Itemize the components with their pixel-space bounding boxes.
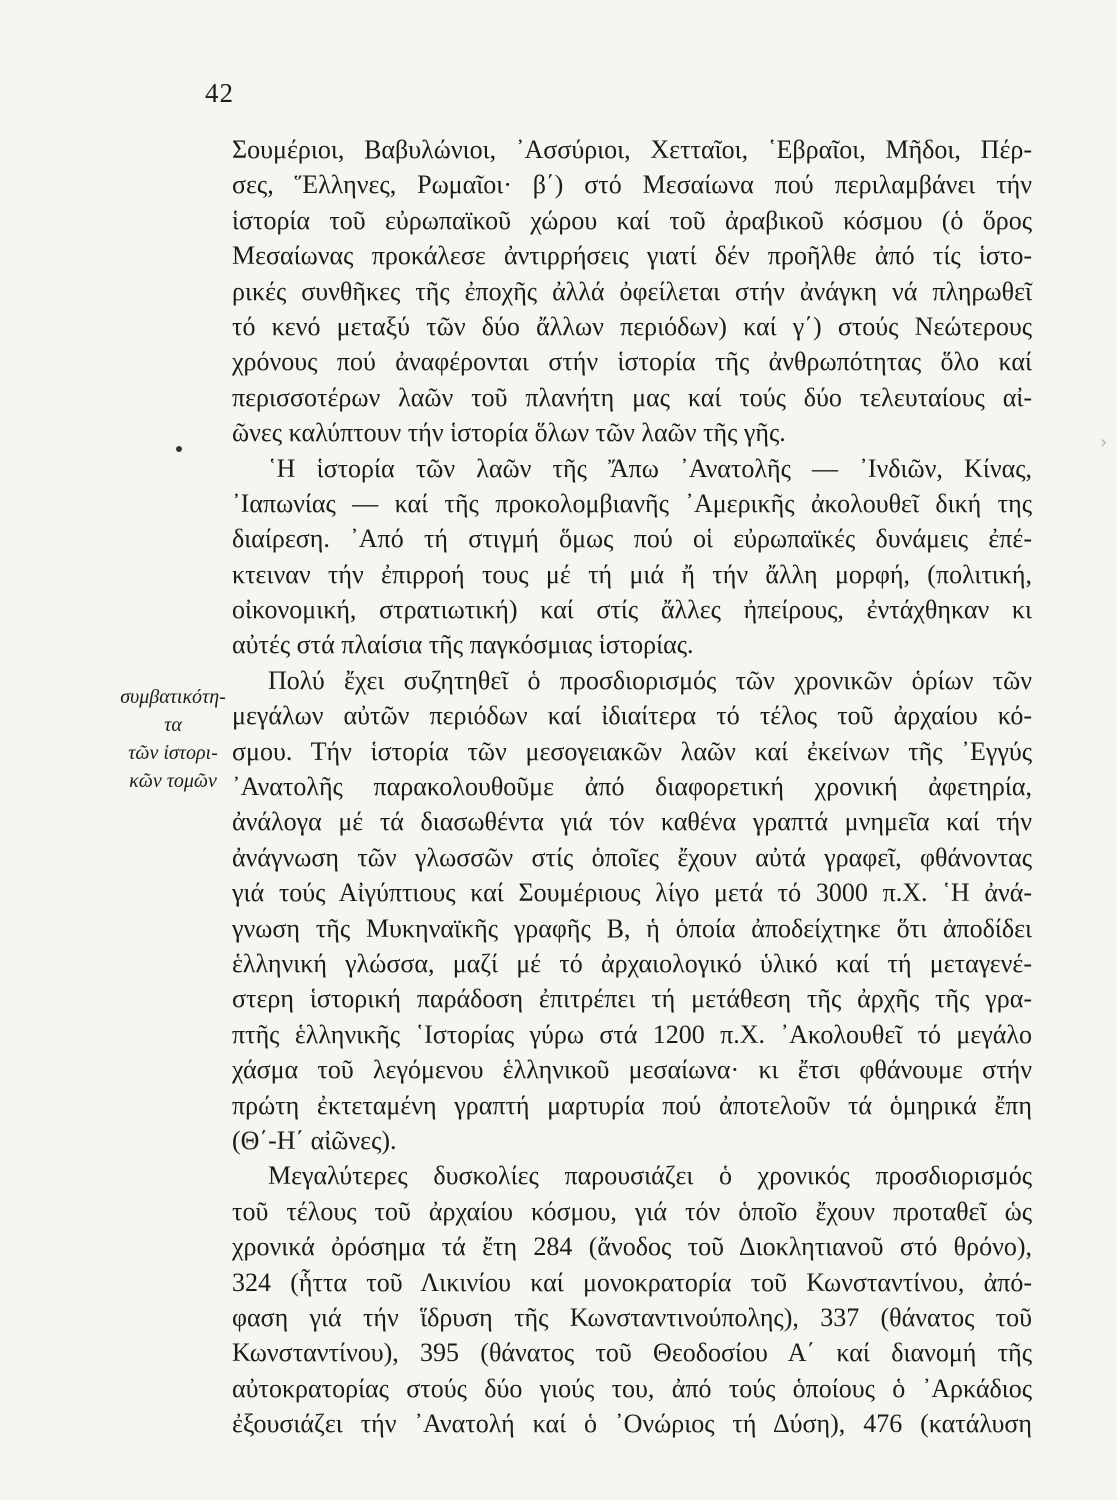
text-line: Κωνσταντίνου), 395 (θάνατος τοῦ Θεοδοσίου Α΄ καί διανομή τῆς (232, 1338, 1032, 1368)
margin-note-line: συμβατικότη- (120, 686, 226, 708)
text-line: ἑλληνική γλώσσα, μαζί μέ τό ἀρχαιολογικό ὑλικό καί τή μεταγενέ- (232, 948, 1032, 978)
text-line: πτῆς ἑλληνικῆς ῾Ιστορίας γύρω στά 1200 π.Χ. ᾿Ακολουθεῖ τό μεγάλο (232, 1019, 1032, 1049)
text-line: γνωση τῆς Μυκηναϊκῆς γραφῆς Β, ἡ ὁποία ἀποδείχτηκε ὅτι ἀποδίδει (232, 913, 1032, 943)
text-line: τοῦ τέλους τοῦ ἀρχαίου κόσμου, γιά τόν ὁποῖο ἔχουν προταθεῖ ὡς (232, 1196, 1032, 1226)
text-line: μεγάλων αὐτῶν περιόδων καί ἰδιαίτερα τό τέλος τοῦ ἀρχαίου κό- (232, 701, 1032, 731)
text-line: (Θ΄-Η΄ αἰῶνες). (232, 1125, 397, 1155)
text-line: διαίρεση. ᾿Από τή στιγμή ὅμως πού οἱ εὐρωπαϊκές δυνάμεις ἐπέ- (232, 524, 1032, 554)
text-line: ῶνες καλύπτουν τήν ἱστορία ὅλων τῶν λαῶν τῆς γῆς. (232, 418, 786, 448)
text-line: οἰκονομική, στρατιωτική) καί στίς ἄλλες ἠπείρους, ἐντάχθηκαν κι (232, 595, 1032, 625)
text-line: 324 (ἧττα τοῦ Λικινίου καί μονοκρατορία τοῦ Κωνσταντίνου, ἀπό- (232, 1267, 1032, 1297)
paragraph-start-line: ῾Η ἱστορία τῶν λαῶν τῆς Ἄπω ᾿Ανατολῆς — ᾿Ινδιῶν, Κίνας, (268, 453, 1032, 483)
text-line: αὐτές στά πλαίσια τῆς παγκόσμιας ἱστορίας. (232, 630, 694, 660)
text-line: περισσοτέρων λαῶν τοῦ πλανήτη μας καί τούς δύο τελευταίους αἰ- (232, 382, 1032, 412)
text-line: κτειναν τήν ἐπιρροή τους μέ τή μιά ἤ τήν ἄλλη μορφή, (πολιτική, (232, 559, 1032, 589)
text-line: ᾿Ιαπωνίας — καί τῆς προκολομβιανῆς ᾿Αμερικῆς ἀκολουθεῖ δική της (232, 488, 1032, 518)
margin-note-line: κῶν τομῶν (129, 770, 217, 792)
margin-bullet-mark (176, 446, 182, 452)
text-line: σες, Ἕλληνες, Ρωμαῖοι· β΄) στό Μεσαίωνα πού περιλαμβάνει τήν (232, 170, 1032, 200)
margin-note-line: τα (164, 714, 182, 736)
text-line: γιά τούς Αἰγύπτιους καί Σουμέριους λίγο μετά τό 3000 π.Χ. ῾Η ἀνά- (232, 878, 1032, 908)
text-line: χρόνους πού ἀναφέρονται στήν ἱστορία τῆς ἀνθρωπότητας ὅλο καί (232, 347, 1032, 377)
paragraph-start-line: Μεγαλύτερες δυσκολίες παρουσιάζει ὁ χρονικός προσδιορισμός (268, 1161, 1032, 1191)
text-line: σμου. Τήν ἱστορία τῶν μεσογειακῶν λαῶν καί ἐκείνων τῆς ᾿Εγγύς (232, 736, 1032, 766)
text-line: ᾿Ανατολῆς παρακολουθοῦμε ἀπό διαφορετική χρονική ἀφετηρία, (232, 772, 1032, 802)
text-line: τό κενό μεταξύ τῶν δύο ἄλλων περιόδων) καί γ΄) στούς Νεώτερους (232, 311, 1032, 341)
text-line: Μεσαίωνας προκάλεσε ἀντιρρήσεις γιατί δέν προῆλθε ἀπό τίς ἱστο- (232, 241, 1032, 271)
paragraph-start-line: Πολύ ἔχει συζητηθεῖ ὁ προσδιορισμός τῶν χρονικῶν ὁρίων τῶν (268, 665, 1032, 695)
margin-note-line: τῶν ἱστορι- (128, 742, 218, 764)
page-number: 42 (205, 78, 234, 108)
text-line: ἱστορία τοῦ εὐρωπαϊκοῦ χώρου καί τοῦ ἀραβικοῦ κόσμου (ὁ ὅρος (232, 205, 1032, 235)
text-line: στερη ἱστορική παράδοση ἐπιτρέπει τή μετάθεση τῆς ἀρχῆς τῆς γρα- (232, 984, 1032, 1014)
text-line: ἐξουσιάζει τήν ᾿Ανατολή καί ὁ ᾿Ονώριος τή Δύση), 476 (κατάλυση (232, 1409, 1032, 1439)
text-line: χρονικά ὀρόσημα τά ἔτη 284 (ἄνοδος τοῦ Διοκλητιανοῦ στό θρόνο), (232, 1232, 1032, 1262)
text-line: φαση γιά τήν ἵδρυση τῆς Κωνσταντινούπολης), 337 (θάνατος τοῦ (232, 1302, 1032, 1332)
text-line: Σουμέριοι, Βαβυλώνιοι, ᾿Ασσύριοι, Χετταῖοι, ῾Εβραῖοι, Μῆδοι, Πέρ- (232, 135, 1032, 164)
text-line: πρώτη ἐκτεταμένη γραπτή μαρτυρία πού ἀποτελοῦν τά ὁμηρικά ἔπη (232, 1090, 1032, 1120)
edge-chevron-mark: › (1100, 432, 1108, 453)
text-line: ρικές συνθῆκες τῆς ἐποχῆς ἀλλά ὀφείλεται στήν ἀνάγκη νά πληρωθεῖ (232, 276, 1032, 306)
margin-note (118, 683, 228, 795)
body-text (232, 132, 1032, 1441)
text-line: ἀνάλογα μέ τά διασωθέντα γιά τόν καθένα γραπτά μνημεῖα καί τήν (232, 807, 1032, 837)
text-line: χάσμα τοῦ λεγόμενου ἑλληνικοῦ μεσαίωνα· κι ἔτσι φθάνουμε στήν (232, 1055, 1032, 1085)
text-line: ἀνάγνωση τῶν γλωσσῶν στίς ὁποῖες ἔχουν αὐτά γραφεῖ, φθάνοντας (232, 842, 1032, 872)
text-line: αὐτοκρατορίας στούς δύο γιούς του, ἀπό τούς ὁποίους ὁ ᾿Αρκάδιος (232, 1373, 1032, 1403)
